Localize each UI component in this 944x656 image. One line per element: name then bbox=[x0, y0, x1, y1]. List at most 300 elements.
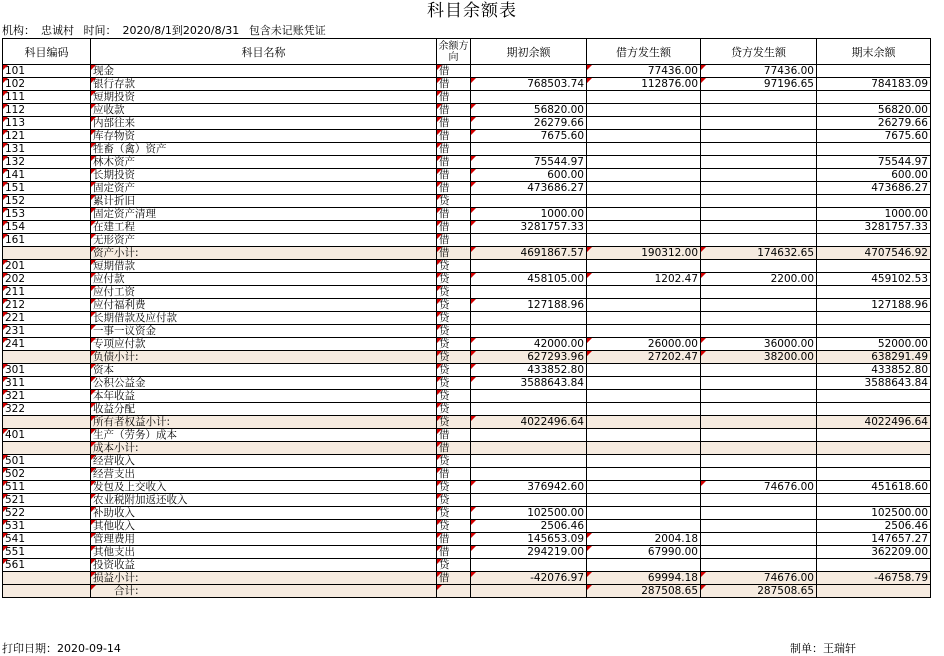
cell-opening bbox=[471, 429, 587, 442]
cell-direction: 借 bbox=[437, 468, 471, 481]
cell-closing: 784183.09 bbox=[817, 78, 931, 91]
cell-credit bbox=[701, 364, 817, 377]
cell-code: 241 bbox=[3, 338, 91, 351]
cell-closing: 473686.27 bbox=[817, 182, 931, 195]
cell-code: 321 bbox=[3, 390, 91, 403]
cell-closing bbox=[817, 65, 931, 78]
cell-code: 501 bbox=[3, 455, 91, 468]
table-row[interactable] bbox=[3, 494, 931, 507]
cell-direction: 借 bbox=[437, 234, 471, 247]
cell-opening: 376942.60 bbox=[471, 481, 587, 494]
cell-credit bbox=[701, 299, 817, 312]
cell-opening bbox=[471, 403, 587, 416]
cell-direction: 贷 bbox=[437, 299, 471, 312]
cell-name: 在建工程 bbox=[91, 221, 437, 234]
cell-name: 成本小计: bbox=[91, 442, 437, 455]
cell-closing bbox=[817, 468, 931, 481]
cell-closing: 147657.27 bbox=[817, 533, 931, 546]
table-row[interactable] bbox=[3, 234, 931, 247]
cell-opening bbox=[471, 286, 587, 299]
cell-credit bbox=[701, 91, 817, 104]
cell-code bbox=[3, 351, 91, 364]
cell-name: 发包及上交收入 bbox=[91, 481, 437, 494]
cell-name: 固定资产清理 bbox=[91, 208, 437, 221]
balance-table bbox=[2, 38, 931, 598]
table-body bbox=[3, 65, 931, 598]
table-row[interactable] bbox=[3, 65, 931, 78]
cell-credit bbox=[701, 130, 817, 143]
cell-name: 生产（劳务）成本 bbox=[91, 429, 437, 442]
table-row[interactable] bbox=[3, 91, 931, 104]
cell-credit: 74676.00 bbox=[701, 572, 817, 585]
cell-debit: 67990.00 bbox=[587, 546, 701, 559]
cell-debit bbox=[587, 91, 701, 104]
cell-closing bbox=[817, 312, 931, 325]
subtotal-row[interactable] bbox=[3, 585, 931, 598]
cell-credit: 97196.65 bbox=[701, 78, 817, 91]
subtotal-row[interactable] bbox=[3, 416, 931, 429]
cell-code: 113 bbox=[3, 117, 91, 130]
cell-closing bbox=[817, 455, 931, 468]
cell-credit bbox=[701, 468, 817, 481]
cell-direction: 贷 bbox=[437, 273, 471, 286]
col-credit: 贷方发生额 bbox=[701, 39, 817, 65]
cell-closing: 2506.46 bbox=[817, 520, 931, 533]
print-date bbox=[2, 640, 121, 656]
cell-closing bbox=[817, 403, 931, 416]
cell-opening: 294219.00 bbox=[471, 546, 587, 559]
cell-closing: 4707546.92 bbox=[817, 247, 931, 260]
cell-credit bbox=[701, 377, 817, 390]
table-row[interactable] bbox=[3, 390, 931, 403]
cell-closing: 1000.00 bbox=[817, 208, 931, 221]
cell-credit bbox=[701, 507, 817, 520]
cell-closing bbox=[817, 195, 931, 208]
cell-debit: 287508.65 bbox=[587, 585, 701, 598]
cell-closing: 433852.80 bbox=[817, 364, 931, 377]
cell-debit bbox=[587, 156, 701, 169]
cell-closing: 459102.53 bbox=[817, 273, 931, 286]
cell-code: 551 bbox=[3, 546, 91, 559]
cell-name: 负债小计: bbox=[91, 351, 437, 364]
cell-debit bbox=[587, 403, 701, 416]
col-closing: 期末余额 bbox=[817, 39, 931, 65]
table-row[interactable] bbox=[3, 481, 931, 494]
cell-name: 本年收益 bbox=[91, 390, 437, 403]
table-row[interactable] bbox=[3, 273, 931, 286]
col-code: 科目编码 bbox=[3, 39, 91, 65]
table-row[interactable] bbox=[3, 208, 931, 221]
cell-debit bbox=[587, 104, 701, 117]
table-row[interactable] bbox=[3, 559, 931, 572]
cell-name: 银行存款 bbox=[91, 78, 437, 91]
cell-code: 121 bbox=[3, 130, 91, 143]
table-row[interactable] bbox=[3, 104, 931, 117]
cell-opening: 4022496.64 bbox=[471, 416, 587, 429]
cell-opening bbox=[471, 468, 587, 481]
cell-credit bbox=[701, 234, 817, 247]
cell-name: 资产小计: bbox=[91, 247, 437, 260]
unposted-note: 包含未记账凭证 bbox=[248, 24, 326, 37]
cell-credit bbox=[701, 455, 817, 468]
table-row[interactable] bbox=[3, 221, 931, 234]
cell-code: 153 bbox=[3, 208, 91, 221]
cell-debit: 26000.00 bbox=[587, 338, 701, 351]
cell-debit bbox=[587, 117, 701, 130]
cell-direction: 借 bbox=[437, 104, 471, 117]
cell-credit bbox=[701, 182, 817, 195]
cell-name: 合计: bbox=[91, 585, 437, 598]
cell-name: 累计折旧 bbox=[91, 195, 437, 208]
cell-credit bbox=[701, 156, 817, 169]
cell-code: 541 bbox=[3, 533, 91, 546]
table-row[interactable] bbox=[3, 117, 931, 130]
cell-direction: 贷 bbox=[437, 286, 471, 299]
table-row[interactable] bbox=[3, 455, 931, 468]
cell-closing: 3281757.33 bbox=[817, 221, 931, 234]
cell-name: 应收款 bbox=[91, 104, 437, 117]
table-row[interactable] bbox=[3, 377, 931, 390]
cell-opening bbox=[471, 260, 587, 273]
cell-debit bbox=[587, 130, 701, 143]
cell-closing: 26279.66 bbox=[817, 117, 931, 130]
cell-code: 101 bbox=[3, 65, 91, 78]
cell-opening: -42076.97 bbox=[471, 572, 587, 585]
cell-opening bbox=[471, 442, 587, 455]
cell-closing: 56820.00 bbox=[817, 104, 931, 117]
cell-closing bbox=[817, 559, 931, 572]
cell-credit bbox=[701, 104, 817, 117]
cell-code: 522 bbox=[3, 507, 91, 520]
cell-name: 长期借款及应付款 bbox=[91, 312, 437, 325]
cell-direction: 借 bbox=[437, 182, 471, 195]
cell-code: 152 bbox=[3, 195, 91, 208]
cell-credit bbox=[701, 390, 817, 403]
cell-opening: 7675.60 bbox=[471, 130, 587, 143]
cell-code: 102 bbox=[3, 78, 91, 91]
cell-direction: 贷 bbox=[437, 338, 471, 351]
cell-code: 221 bbox=[3, 312, 91, 325]
cell-credit bbox=[701, 520, 817, 533]
table-row[interactable] bbox=[3, 520, 931, 533]
cell-direction: 借 bbox=[437, 247, 471, 260]
cell-debit: 27202.47 bbox=[587, 351, 701, 364]
cell-debit bbox=[587, 429, 701, 442]
cell-debit bbox=[587, 520, 701, 533]
cell-closing: 7675.60 bbox=[817, 130, 931, 143]
cell-code: 161 bbox=[3, 234, 91, 247]
table-row[interactable] bbox=[3, 195, 931, 208]
cell-opening bbox=[471, 195, 587, 208]
cell-opening: 145653.09 bbox=[471, 533, 587, 546]
table-row[interactable] bbox=[3, 533, 931, 546]
cell-closing: 127188.96 bbox=[817, 299, 931, 312]
cell-credit bbox=[701, 494, 817, 507]
cell-code: 154 bbox=[3, 221, 91, 234]
cell-closing bbox=[817, 234, 931, 247]
cell-credit bbox=[701, 442, 817, 455]
cell-code: 311 bbox=[3, 377, 91, 390]
cell-name: 应付款 bbox=[91, 273, 437, 286]
cell-closing: -46758.79 bbox=[817, 572, 931, 585]
cell-closing bbox=[817, 91, 931, 104]
col-debit: 借方发生额 bbox=[587, 39, 701, 65]
cell-credit: 174632.65 bbox=[701, 247, 817, 260]
maker-value: 王瑞轩 bbox=[823, 642, 856, 655]
cell-direction: 借 bbox=[437, 143, 471, 156]
cell-closing: 638291.49 bbox=[817, 351, 931, 364]
cell-debit bbox=[587, 208, 701, 221]
cell-debit bbox=[587, 377, 701, 390]
cell-debit bbox=[587, 325, 701, 338]
table-row[interactable] bbox=[3, 312, 931, 325]
cell-code: 502 bbox=[3, 468, 91, 481]
cell-debit bbox=[587, 390, 701, 403]
cell-credit: 77436.00 bbox=[701, 65, 817, 78]
cell-direction: 贷 bbox=[437, 403, 471, 416]
cell-name: 专项应付款 bbox=[91, 338, 437, 351]
cell-debit bbox=[587, 299, 701, 312]
cell-code: 521 bbox=[3, 494, 91, 507]
cell-credit bbox=[701, 429, 817, 442]
cell-debit bbox=[587, 494, 701, 507]
cell-code: 211 bbox=[3, 286, 91, 299]
subtotal-row[interactable] bbox=[3, 247, 931, 260]
cell-credit bbox=[701, 416, 817, 429]
cell-opening bbox=[471, 91, 587, 104]
cell-credit: 2200.00 bbox=[701, 273, 817, 286]
cell-credit bbox=[701, 312, 817, 325]
table-row[interactable] bbox=[3, 364, 931, 377]
print-date-value: 2020-09-14 bbox=[57, 642, 121, 655]
cell-opening bbox=[471, 455, 587, 468]
cell-direction: 借 bbox=[437, 169, 471, 182]
cell-closing: 75544.97 bbox=[817, 156, 931, 169]
table-row[interactable] bbox=[3, 338, 931, 351]
table-row[interactable] bbox=[3, 169, 931, 182]
cell-code: 322 bbox=[3, 403, 91, 416]
cell-name: 其他支出 bbox=[91, 546, 437, 559]
cell-name: 投资收益 bbox=[91, 559, 437, 572]
cell-name: 应付福利费 bbox=[91, 299, 437, 312]
cell-debit bbox=[587, 221, 701, 234]
cell-direction: 贷 bbox=[437, 494, 471, 507]
cell-opening bbox=[471, 390, 587, 403]
cell-direction: 贷 bbox=[437, 416, 471, 429]
cell-name: 一事一议资金 bbox=[91, 325, 437, 338]
cell-debit bbox=[587, 481, 701, 494]
cell-code bbox=[3, 585, 91, 598]
cell-opening: 2506.46 bbox=[471, 520, 587, 533]
cell-code: 561 bbox=[3, 559, 91, 572]
cell-debit bbox=[587, 286, 701, 299]
cell-opening bbox=[471, 143, 587, 156]
cell-closing bbox=[817, 390, 931, 403]
cell-opening: 4691867.57 bbox=[471, 247, 587, 260]
table-header bbox=[3, 39, 931, 65]
cell-name: 内部往来 bbox=[91, 117, 437, 130]
table-row[interactable] bbox=[3, 182, 931, 195]
cell-code: 201 bbox=[3, 260, 91, 273]
cell-code: 141 bbox=[3, 169, 91, 182]
cell-debit bbox=[587, 455, 701, 468]
table-row[interactable] bbox=[3, 507, 931, 520]
period-value: 2020/8/1到2020/8/31 bbox=[122, 24, 240, 37]
cell-opening: 127188.96 bbox=[471, 299, 587, 312]
cell-direction: 贷 bbox=[437, 481, 471, 494]
cell-credit bbox=[701, 169, 817, 182]
cell-code bbox=[3, 247, 91, 260]
cell-closing: 4022496.64 bbox=[817, 416, 931, 429]
cell-direction: 贷 bbox=[437, 325, 471, 338]
table-row[interactable] bbox=[3, 468, 931, 481]
cell-direction: 贷 bbox=[437, 455, 471, 468]
table-row[interactable] bbox=[3, 403, 931, 416]
cell-opening bbox=[471, 559, 587, 572]
cell-code bbox=[3, 572, 91, 585]
cell-opening bbox=[471, 234, 587, 247]
cell-code: 132 bbox=[3, 156, 91, 169]
cell-opening: 75544.97 bbox=[471, 156, 587, 169]
table-row[interactable] bbox=[3, 299, 931, 312]
cell-name: 应付工资 bbox=[91, 286, 437, 299]
cell-opening bbox=[471, 65, 587, 78]
table-row[interactable] bbox=[3, 156, 931, 169]
cell-debit bbox=[587, 416, 701, 429]
cell-opening: 56820.00 bbox=[471, 104, 587, 117]
table-row[interactable] bbox=[3, 429, 931, 442]
cell-debit bbox=[587, 182, 701, 195]
cell-closing bbox=[817, 260, 931, 273]
cell-credit bbox=[701, 143, 817, 156]
table-row[interactable] bbox=[3, 260, 931, 273]
cell-name: 无形资产 bbox=[91, 234, 437, 247]
cell-name: 林木资产 bbox=[91, 156, 437, 169]
cell-debit bbox=[587, 143, 701, 156]
cell-credit bbox=[701, 221, 817, 234]
report-meta bbox=[2, 24, 332, 38]
cell-direction: 借 bbox=[437, 78, 471, 91]
cell-direction: 贷 bbox=[437, 377, 471, 390]
cell-name: 牲畜（禽）资产 bbox=[91, 143, 437, 156]
cell-direction: 借 bbox=[437, 429, 471, 442]
cell-credit: 74676.00 bbox=[701, 481, 817, 494]
cell-direction: 贷 bbox=[437, 520, 471, 533]
cell-credit: 36000.00 bbox=[701, 338, 817, 351]
cell-code bbox=[3, 416, 91, 429]
table-row[interactable] bbox=[3, 286, 931, 299]
cell-debit: 69994.18 bbox=[587, 572, 701, 585]
table-row[interactable] bbox=[3, 130, 931, 143]
cell-opening: 42000.00 bbox=[471, 338, 587, 351]
cell-closing: 3588643.84 bbox=[817, 377, 931, 390]
cell-credit bbox=[701, 559, 817, 572]
cell-name: 农业税附加返还收入 bbox=[91, 494, 437, 507]
cell-code: 231 bbox=[3, 325, 91, 338]
cell-closing: 52000.00 bbox=[817, 338, 931, 351]
cell-opening: 433852.80 bbox=[471, 364, 587, 377]
cell-opening: 627293.96 bbox=[471, 351, 587, 364]
cell-closing bbox=[817, 429, 931, 442]
period-label: 时间： bbox=[83, 24, 117, 37]
cell-code: 212 bbox=[3, 299, 91, 312]
cell-debit: 190312.00 bbox=[587, 247, 701, 260]
col-name: 科目名称 bbox=[91, 39, 437, 65]
table-row[interactable] bbox=[3, 546, 931, 559]
cell-direction: 借 bbox=[437, 572, 471, 585]
cell-name: 长期投资 bbox=[91, 169, 437, 182]
cell-direction: 贷 bbox=[437, 195, 471, 208]
cell-credit bbox=[701, 546, 817, 559]
cell-direction: 借 bbox=[437, 442, 471, 455]
cell-debit: 77436.00 bbox=[587, 65, 701, 78]
cell-opening: 458105.00 bbox=[471, 273, 587, 286]
maker-label: 制单： bbox=[790, 642, 823, 655]
cell-credit bbox=[701, 403, 817, 416]
cell-code: 131 bbox=[3, 143, 91, 156]
cell-code: 111 bbox=[3, 91, 91, 104]
cell-closing: 102500.00 bbox=[817, 507, 931, 520]
cell-credit bbox=[701, 533, 817, 546]
cell-name: 资本 bbox=[91, 364, 437, 377]
org-label: 机构： bbox=[2, 24, 35, 37]
cell-debit bbox=[587, 312, 701, 325]
cell-closing bbox=[817, 286, 931, 299]
cell-direction: 贷 bbox=[437, 351, 471, 364]
cell-debit bbox=[587, 507, 701, 520]
table-row[interactable] bbox=[3, 78, 931, 91]
org-value: 忠诚村 bbox=[41, 24, 74, 37]
cell-name: 补助收入 bbox=[91, 507, 437, 520]
cell-closing: 600.00 bbox=[817, 169, 931, 182]
cell-code: 301 bbox=[3, 364, 91, 377]
cell-opening: 3588643.84 bbox=[471, 377, 587, 390]
cell-code bbox=[3, 442, 91, 455]
cell-debit bbox=[587, 442, 701, 455]
cell-direction: 贷 bbox=[437, 390, 471, 403]
cell-code: 112 bbox=[3, 104, 91, 117]
cell-opening: 473686.27 bbox=[471, 182, 587, 195]
cell-opening bbox=[471, 585, 587, 598]
subtotal-row[interactable] bbox=[3, 442, 931, 455]
cell-credit bbox=[701, 325, 817, 338]
cell-direction: 借 bbox=[437, 65, 471, 78]
subtotal-row[interactable] bbox=[3, 351, 931, 364]
subtotal-row[interactable] bbox=[3, 572, 931, 585]
cell-credit bbox=[701, 195, 817, 208]
cell-name: 短期借款 bbox=[91, 260, 437, 273]
cell-direction: 借 bbox=[437, 221, 471, 234]
table-row[interactable] bbox=[3, 143, 931, 156]
cell-debit bbox=[587, 195, 701, 208]
cell-debit: 2004.18 bbox=[587, 533, 701, 546]
cell-direction: 贷 bbox=[437, 559, 471, 572]
cell-direction: 贷 bbox=[437, 260, 471, 273]
cell-opening: 768503.74 bbox=[471, 78, 587, 91]
col-opening: 期初余额 bbox=[471, 39, 587, 65]
cell-code: 401 bbox=[3, 429, 91, 442]
cell-code: 531 bbox=[3, 520, 91, 533]
cell-direction: 贷 bbox=[437, 364, 471, 377]
maker bbox=[790, 640, 856, 656]
print-date-label: 打印日期： bbox=[2, 642, 57, 655]
cell-direction: 借 bbox=[437, 533, 471, 546]
cell-code: 511 bbox=[3, 481, 91, 494]
cell-opening: 3281757.33 bbox=[471, 221, 587, 234]
cell-opening: 26279.66 bbox=[471, 117, 587, 130]
table-row[interactable] bbox=[3, 325, 931, 338]
cell-direction bbox=[437, 585, 471, 598]
